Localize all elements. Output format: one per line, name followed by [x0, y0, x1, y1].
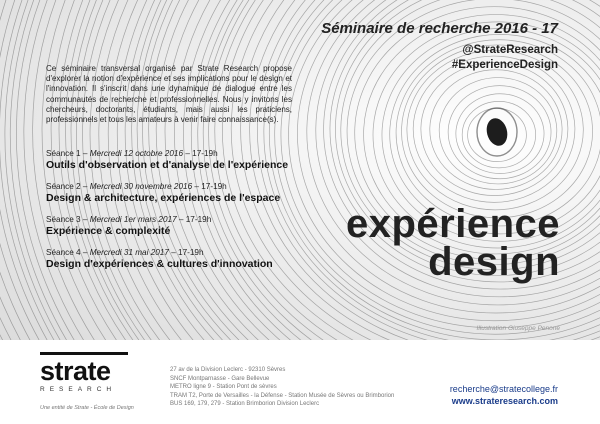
session-item: [46, 148, 296, 172]
session-meta: [46, 181, 296, 192]
session-label: Séance 3 –: [46, 215, 88, 224]
address-line: BUS 169, 179, 279 - Station Brimborion Division Leclerc: [170, 401, 320, 407]
logo-subtitle: RESEARCH: [40, 386, 117, 393]
session-title: Design d'expériences & cultures d'innovation: [46, 258, 273, 270]
seminar-title: Séminaire de recherche 2016 - 17: [321, 20, 558, 37]
session-meta: [46, 148, 296, 159]
session-time: – 17-19h: [185, 149, 218, 158]
seminar-header: [321, 20, 558, 73]
logo-tagline: Une entité de Strate - École de Design: [40, 405, 134, 411]
address-line: SNCF Montparnasse - Gare Bellevue: [170, 375, 270, 382]
intro-paragraph: Ce séminaire transversal organisé par Strate Research propose d'explorer la notion d'expérience et ses implications pour le design et l'innovation. Il s'inscrit dans une dynamique de dialogue entre les communautés de recherche et professionnelles. Nous y invitons les chercheurs, doctorants, étudiants, mais aussi les praticiens, professionnels et tous les amateurs à venir faire connaissance(s).: [46, 64, 292, 125]
session-item: [46, 181, 296, 205]
hashtag[interactable]: #ExperienceDesign: [451, 59, 558, 71]
session-time: – 17-19h: [178, 215, 212, 224]
session-item: [46, 247, 296, 271]
session-label: Séance 4 –: [46, 248, 88, 257]
session-date: Mercredi 12 octobre 2016: [89, 149, 184, 158]
session-time: – 17-19h: [171, 248, 204, 257]
footer: [0, 340, 600, 424]
website-link[interactable]: www.strateresearch.com: [451, 396, 558, 406]
strate-logo[interactable]: [40, 352, 130, 393]
session-date: Mercredi 31 mai 2017: [89, 248, 169, 257]
session-time: – 17-19h: [194, 182, 227, 191]
session-title: Outils d'observation et d'analyse de l'expérience: [46, 159, 289, 171]
session-list: [46, 148, 296, 280]
address-line: METRO ligne 9 - Station Pont de sèvres: [170, 384, 277, 390]
address-line: TRAM T2, Porte de Versailles - la Défense - Station Musée de Sèvres ou Brimborion: [170, 392, 395, 399]
session-title: Expérience & complexité: [46, 225, 171, 237]
email-link[interactable]: recherche@stratecollege.fr: [449, 384, 558, 394]
logo-bar: [40, 352, 128, 355]
session-date: Mercredi 1er mars 2017: [89, 215, 177, 224]
contact-block: [450, 383, 558, 407]
session-label: Séance 2 –: [46, 182, 88, 191]
main-title-line: expérience: [345, 202, 560, 246]
session-label: Séance 1 –: [46, 149, 88, 158]
address-line: 27 av de la Division Leclerc - 92310 Sèvres: [170, 367, 286, 373]
twitter-handle[interactable]: @StrateResearch: [462, 44, 558, 56]
session-meta: [46, 214, 296, 225]
address-block: [170, 366, 394, 409]
illustration-credit: Illustration Giuseppe Penone: [476, 325, 560, 332]
session-meta: [46, 247, 296, 258]
main-title-line: design: [428, 240, 560, 284]
session-title: Design & architecture, expériences de l'espace: [46, 192, 281, 204]
session-date: Mercredi 30 novembre 2016: [89, 182, 193, 191]
logo-wordmark: strate: [40, 356, 111, 386]
main-title: [345, 202, 560, 284]
session-item: [46, 214, 296, 238]
